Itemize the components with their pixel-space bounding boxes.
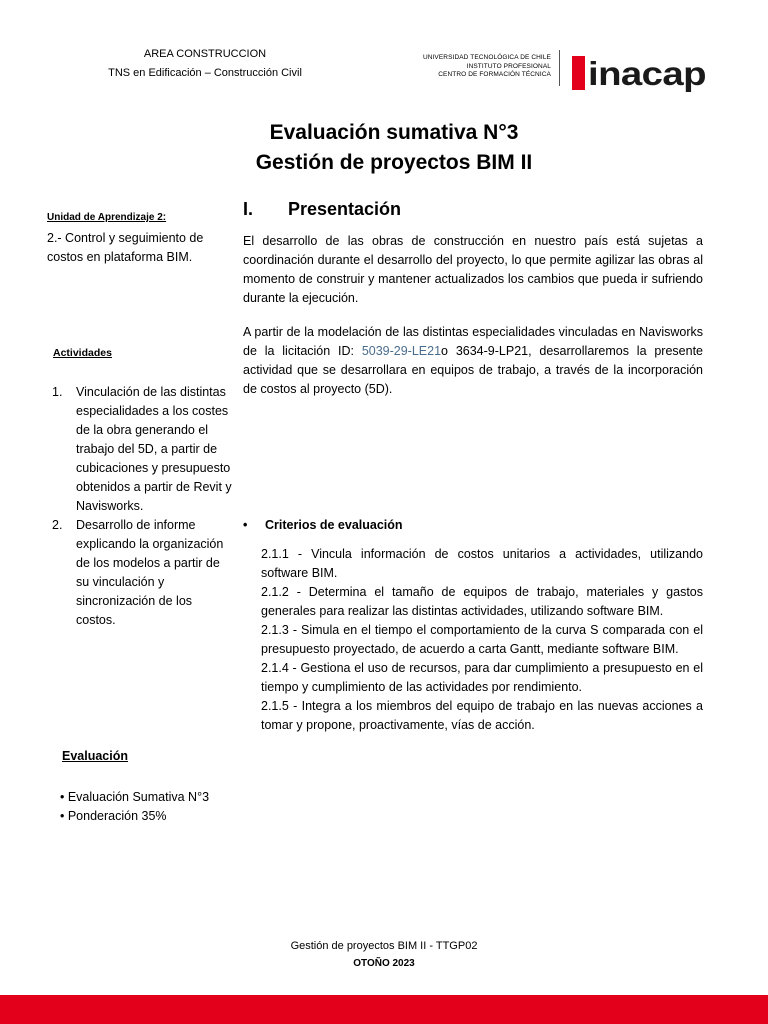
institution-line-3: CENTRO DE FORMACIÓN TÉCNICA: [438, 71, 551, 78]
activity-item: [52, 516, 232, 630]
activity-text: Desarrollo de informe explicando la organización de los modelos a partir de su vinculación y sincronización de los costos.: [76, 518, 224, 627]
criteria-item: 2.1.1 - Vincula información de costos unitarios a actividades, utilizando software BIM.: [261, 547, 703, 580]
area-label: AREA CONSTRUCCION: [143, 48, 267, 60]
inacap-logo: [570, 54, 710, 92]
activity-text: Vinculación de las distintas especialidades a los costes de la obra generando el trabajo del 5D, a partir de cubicaciones y presupuesto obtenidos a partir de Revit y Navisworks.: [76, 385, 232, 513]
evaluation-label: Evaluación: [62, 749, 128, 763]
para2-text-a: A partir de la modelación de las distintas especialidades vinculadas en Navisworks de la licitación ID:: [243, 325, 703, 358]
evaluation-list: [60, 788, 209, 826]
footer-brand-bar: [0, 995, 768, 1024]
section-title: Presentación: [288, 199, 402, 219]
evaluation-item: • Ponderación 35%: [60, 809, 167, 823]
activity-number: 2.: [52, 518, 63, 532]
footer-course: Gestión de proyectos BIM II - TTGP02: [290, 940, 478, 952]
logo-wordmark: inacap: [588, 55, 706, 92]
activities-label: Actividades: [53, 347, 112, 359]
institution-lines: [395, 54, 551, 80]
presentation-paragraph-1: El desarrollo de las obras de construcción en nuestro país está sujetas a coordinación durante el desarrollo del proyecto, lo que permite agilizar las obras al momento de construir y mantener actualizados los cambios que pueda ir sufriendo durante la ejecución.: [243, 234, 703, 305]
criteria-bullet: •: [243, 518, 248, 532]
tender-id: 5039-29-LE21: [361, 344, 442, 358]
institution-line-2: INSTITUTO PROFESIONAL: [466, 62, 551, 70]
criteria-list: [261, 545, 703, 735]
footer-term: OTOÑO 2023: [353, 958, 415, 969]
section-number: I.: [243, 199, 254, 219]
institution-line-1: UNIVERSIDAD TECNOLÓGICA DE CHILE: [422, 54, 551, 61]
activity-item: [52, 383, 232, 516]
criteria-heading: [243, 518, 403, 532]
presentation-paragraph-2: [243, 323, 703, 399]
criteria-item: 2.1.2 - Determina el tamaño de equipos de trabajo, materiales y gastos generales para realizar las distintas actividades, utilizando software BIM.: [261, 585, 703, 618]
criteria-item: 2.1.4 - Gestiona el uso de recursos, para dar cumplimiento a presupuesto en el tiempo y cumplimiento de las actividades por rendimiento.: [261, 661, 703, 694]
activities-list: [52, 383, 232, 630]
criteria-title: Criterios de evaluación: [265, 518, 403, 532]
header-left: [60, 45, 350, 83]
section-heading: [243, 199, 401, 220]
header-divider: [559, 50, 560, 86]
activity-number: 1.: [52, 385, 63, 399]
evaluation-item: • Evaluación Sumativa N°3: [60, 790, 210, 804]
document-title: [0, 118, 768, 178]
footer: [0, 938, 768, 972]
criteria-item: 2.1.3 - Simula en el tiempo el comportamiento de la curva S comparada con el presupuesto proyectado, de acuerdo a carta Gantt, mediante software BIM.: [261, 623, 703, 656]
para2-text-b: o 3634-9-LP21, desarrollaremos la presente actividad que se desarrollara en equipos de trabajo, a través de la incorporación de costos al proyecto (5D).: [243, 344, 704, 396]
title-line-2: Gestión de proyectos BIM II: [255, 151, 533, 174]
title-line-1: Evaluación sumativa N°3: [269, 121, 519, 144]
criteria-item: 2.1.5 - Integra a los miembros del equipo de trabajo en las nuevas acciones a tomar y propone, proactivamente, vías de acción.: [261, 699, 703, 732]
program-label: TNS en Edificación – Construcción Civil: [108, 67, 302, 79]
unit-text: 2.- Control y seguimiento de costos en plataforma BIM.: [47, 231, 204, 264]
unit-label: Unidad de Aprendizaje 2:: [47, 212, 167, 223]
